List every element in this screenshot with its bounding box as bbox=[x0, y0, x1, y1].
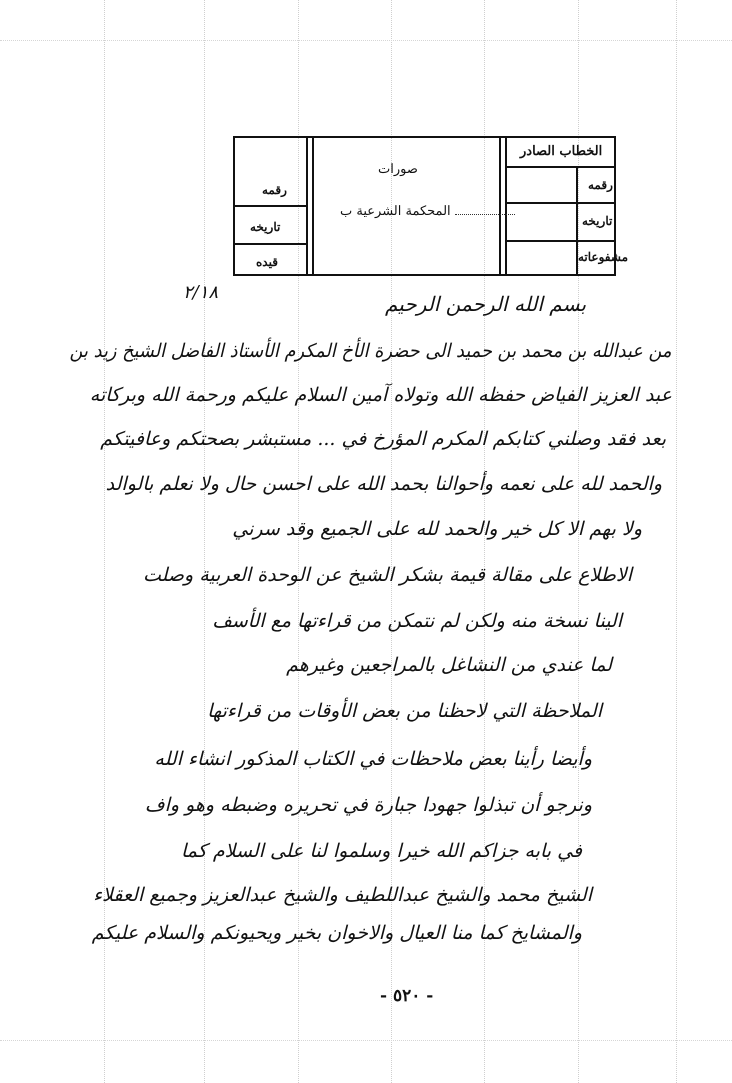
form-divider bbox=[306, 136, 308, 276]
incoming-record-label: قيده bbox=[256, 255, 278, 269]
outgoing-letter-header: الخطاب الصادر bbox=[520, 144, 603, 159]
letter-line: الشيخ محمد والشيخ عبداللطيف والشيخ عبدالعزيز وجميع العقلاء bbox=[93, 884, 592, 906]
form-divider bbox=[233, 243, 306, 245]
letter-line: الاطلاع على مقالة قيمة بشكر الشيخ عن الوحدة العربية وصلت bbox=[142, 564, 632, 586]
form-divider bbox=[505, 240, 616, 242]
form-divider bbox=[505, 166, 616, 168]
form-center-title: صورات bbox=[378, 162, 418, 177]
outgoing-attachments-label: مشفوعاته bbox=[578, 250, 628, 264]
letter-line: وأيضا رأينا بعض ملاحظات في الكتاب المذكور انشاء الله bbox=[154, 748, 592, 770]
scan-guide-line bbox=[204, 0, 205, 1083]
scan-guide-line bbox=[104, 0, 105, 1083]
letter-line: الينا نسخة منه ولكن لم نتمكن من قراءتها مع الأسف bbox=[212, 610, 622, 632]
letter-line: والحمد لله على نعمه وأحوالنا بحمد الله على احسن حال ولا نعلم بالوالد bbox=[105, 473, 662, 495]
outgoing-number-label: رقمه bbox=[588, 178, 613, 192]
letter-line: بعد فقد وصلني كتابكم المكرم المؤرخ في ... مستبشر بصحتكم وعافيتكم bbox=[100, 428, 666, 450]
outgoing-date-label: تاريخه bbox=[582, 214, 613, 228]
scan-guide-line bbox=[0, 1040, 732, 1041]
form-divider bbox=[312, 136, 314, 276]
letter-line: والمشايخ كما منا العيال والاخوان بخير ويحيونكم والسلام عليكم bbox=[91, 922, 582, 944]
form-divider bbox=[233, 205, 235, 276]
court-name: المحكمة الشرعية ب bbox=[340, 204, 515, 219]
letter-line: ونرجو أن تبذلوا جهودا جبارة في تحريره وضبطه وهو واف bbox=[144, 794, 592, 816]
page-number: - ٥٢٠ - bbox=[380, 986, 434, 1006]
incoming-date-label: تاريخه bbox=[250, 220, 281, 234]
form-divider bbox=[233, 205, 306, 207]
scan-guide-line bbox=[676, 0, 677, 1083]
letter-line: لما عندي من النشاغل بالمراجعين وغيرهم bbox=[286, 654, 612, 676]
scan-guide-line bbox=[0, 40, 732, 41]
date-mark: ٢/١٨ bbox=[183, 282, 219, 303]
letter-line: في بابه جزاكم الله خيرا وسلموا لنا على السلام كما bbox=[181, 840, 582, 862]
letter-line: ولا بهم الا كل خير والحمد لله على الجميع وقد سرني bbox=[232, 518, 642, 540]
basmala: بسم الله الرحمن الرحيم bbox=[385, 292, 587, 316]
letter-line: عبد العزيز الفياض حفظه الله وتولاه آمين السلام عليكم ورحمة الله وبركاته bbox=[89, 384, 672, 406]
letter-line: من عبدالله بن محمد بن حميد الى حضرة الأخ المكرم الأستاذ الفاضل الشيخ زيد بن bbox=[69, 340, 672, 362]
letter-line: الملاحظة التي لاحظنا من بعض الأوقات من قراءتها bbox=[207, 700, 602, 722]
form-divider bbox=[505, 202, 616, 204]
incoming-number-label: رقمه bbox=[262, 183, 287, 197]
